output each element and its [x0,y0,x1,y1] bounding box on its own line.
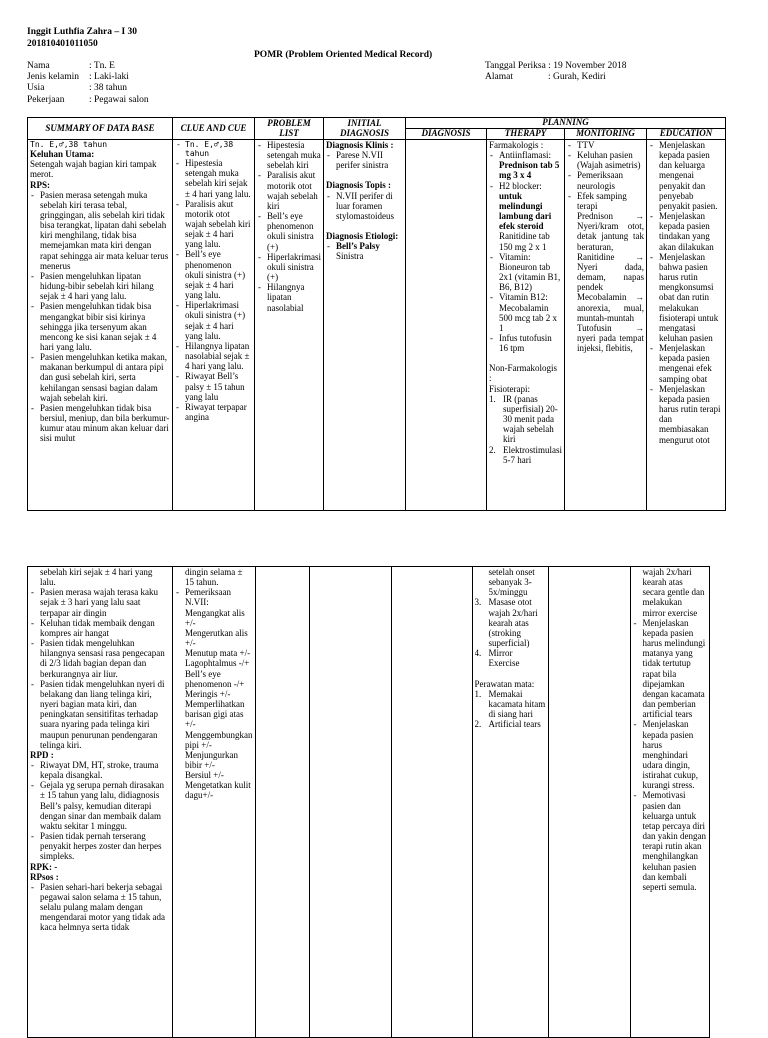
list-item: - Menjelaskan kepada pasien harus melindungi matanya yang tidak tertutup rapat bila dipejamkan dengan kacamata dan pemberian artificial tears [633,618,707,720]
student-id: 201810401011050 [27,39,98,49]
monitoring-cell-cont [548,567,630,1038]
list-item: - Pasien tidak mengeluhkan hilangnya sensasi rasa pengecapan di 2/3 lidah bagian depan dan berkurangnya air liur. [30,638,170,679]
list-item: - Riwayat terpapar angina [175,402,252,422]
therapy-cell [486,140,564,511]
drug-prednison: Prednison [576,211,613,222]
farmakologis-label: Farmakologis : [488,140,544,150]
list-item: - Efek samping terapi Prednison → Nyeri/kram otot, detak jantung tak beraturan, Ranitidine → Nyeri dada, demam, napas pendek Mecobalamin → anorexia, mual, muntah-muntah Tutofusin → nyeri pada tempat injeksi, flebitis, [567,191,644,354]
list-item: - Bell’s eye phenomenon okuli sinistra (+) [257,211,321,252]
drug-mecobalamin: Mecobalamin [576,292,627,303]
col-clue-header: CLUE AND CUE [173,118,255,140]
prednison-drug: Prednison tab 5 mg 3 x 4 [498,160,560,181]
list-item [326,241,403,261]
n7-exam-line: Lagophtalmus -/+ [185,658,250,669]
clue-continued: dingin selama ± 15 tahun. [185,567,243,588]
list-item: - Hiperlakrimasi okuli sinistra (+) sejak ± 4 hari yang lalu. [175,300,252,341]
list-item: - Hilangnya lipatan nasolabial [257,282,321,312]
rpd-label: RPD : [30,749,54,760]
ranitidine-drug: Ranitidine tab 150 mg 2 x 1 [498,231,550,252]
diagnosis-topis-label: Diagnosis Topis : [325,180,392,191]
patient-value-name: : Tn. E [89,61,115,71]
list-item [175,587,253,800]
list-item: - Menjelaskan bahwa pasien harus rutin mengkonsumsi obat dan rutin melakukan fisioterapi untuk mengatasi keluhan pasien [649,252,723,343]
col-planning-header: PLANNING [405,118,725,129]
fisioterapi-label: Fisioterapi: [488,383,530,394]
rpk-label: RPK: - [30,861,58,872]
list-item: - Pasien merasa setengah muka sebelah kiri terasa tebal, gringgingan, alis sebelah kiri tidak bisa terangkat, lipatan dahi sebelah kiri menghilang, tidak bisa memejamkan mata kiri dengan rapat sehingga air mata keluar terus menerus [30,190,170,271]
pemeriksaan-label: Pemeriksaan N.VII: [185,587,231,608]
n7-exam-line: Mengangkat alis +/- [185,607,245,628]
etiologi-rest: Sinistra [335,251,364,262]
list-item: 2. Elektrostimulasi 5-7 hari [488,444,562,465]
problem-cell-cont [255,567,309,1038]
list-item: 3. Masase otot wajah 2x/hari kearah atas (stroking superficial) [474,597,538,649]
planning-diagnosis-cell-cont [391,567,472,1038]
initial-diagnosis-cell-cont [309,567,391,1038]
patient-label-age: Usia [27,83,45,93]
n7-exam-line: Bersiul +/- [185,770,224,781]
list-item: - Hipestesia setengah muka sebelah kiri [257,140,321,170]
education-cell [646,140,725,511]
page-title: POMR (Problem Oriented Medical Record) [254,50,433,60]
keluhan-label: Keluhan Utama: [30,149,95,160]
patient-value-age: : 38 tahun [89,83,127,93]
list-item: - Pasien mengeluhkan tidak bisa bersiul, meniup, dan bila berkumur-kumur atau minum akan keluar dari sisi mulut [30,403,170,444]
col-monitoring-header: MONITORING [564,129,646,140]
list-item: - Infus tutofusin 16 tpm [489,333,562,353]
list-item: - Keluhan pasien (Wajah asimetris) [567,150,644,170]
n7-exam-line: Menjungurkan bibir +/- [185,749,238,770]
non-farmakologis-colon: : [488,373,492,384]
rps-list [30,190,170,444]
list-item: - Pemeriksaan neurologis [567,170,644,190]
clue-cell-cont [173,567,256,1038]
clue-cell [173,140,255,511]
list-item: - TTV [567,140,644,150]
address-value: : Gurah, Kediri [548,72,606,82]
initial-diagnosis-cell [323,140,405,511]
list-item: - Memotivasi pasien dan keluarga untuk tetap percaya diri dan yakin dengan terapi rutin akan menghilangkan keluhan pasien dan kembali seperti semula. [633,790,707,892]
list-item: - Pasien tidak mengeluhkan nyeri di belakang dan liang telinga kiri, nyeri bagian mata kiri, dan peningkatan sensitifitas terhadap suara nyaring pada telinga kiri maupun penurunan pendengaran telinga kiri. [30,679,170,750]
pomr-table-page-2 [27,566,710,1038]
keluhan-text: Setengah wajah bagian kiri tampak merot. [30,159,157,180]
antiinflamasi-label: Antiinflamasi: [498,150,551,161]
diagnosis-etiologi-label: Diagnosis Etiologi: [325,231,399,242]
list-item: - Bell’s eye phenomenon okuli sinistra (+) sejak ± 4 hari yang lalu. [175,249,252,300]
n7-exam-line: Menutup mata +/- [185,648,251,659]
col-problem-header: PROBLEM LIST [255,118,324,140]
list-item: - Parese N.VII perifer sinistra [326,150,403,170]
list-item: - Keluhan tidak membaik dengan kompres air hangat [30,618,170,638]
list-item: - Menjelaskan kepada pasien harus rutin terapi dan membiasakan mengurut otot [649,384,723,445]
arrow-icon: → [634,211,644,222]
rpsos-label: RPsos : [30,871,59,882]
h2-label: H2 blocker: [498,180,542,191]
patient-value-sex: : Laki-laki [89,72,129,82]
n7-exam-line: Menggembungkan pipi +/- [185,729,253,750]
list-item: - Menjelaskan kepada pasien harus menghindari udara dingin, istirahat cukup, kurangi stress. [633,719,707,790]
perawatan-mata-label: Perawatan mata: [474,678,535,689]
list-item: - Pasien mengeluhkan tidak bisa mengangkat bibir sisi kirinya sehingga jika tersenyum akan mencong ke sisi kanan sejak ± 4 hari yang lalu. [30,301,170,352]
list-item: - Pasien merasa wajah terasa kaku sejak ± 3 hari yang lalu saat terpapar air dingin [30,587,170,617]
vitamin-label: Vitamin: [498,251,531,262]
therapy-cell-cont [472,567,548,1038]
col-diagnosis-header: DIAGNOSIS [405,129,486,140]
summary-cell [28,140,173,511]
list-item: 1. IR (panas superfisial) 20-30 menit pada wajah sebelah kiri [488,393,558,445]
list-item: - Riwayat Bell’s palsy ± 15 tahun yang lalu [175,371,252,401]
list-item [489,181,562,252]
list-item: - Hipestesia setengah muka sebelah kiri sejak ± 4 hari yang lalu. [175,158,252,199]
n7-exam-line: Bell’s eye phenomenon -/+ [185,668,245,689]
list-item: - Paralisis akut motorik otot wajah sebelah kiri sejak ± 4 hari yang lalu. [175,199,252,250]
education-continued: wajah 2x/hari kearah atas secara gentle dan melakukan mirror exercise [642,567,705,618]
list-item: - Vitamin B12: Mecobalamin 500 mcg tab 2 x 1 [489,292,562,333]
list-item: - Menjelaskan kepada pasien dan keluarga mengenai penyakit dan penyebab penyakit pasien. [649,140,723,211]
patient-label-name: Nama [27,61,50,71]
pomr-table-page-1 [27,117,726,511]
list-item [489,150,562,180]
list-item: 4. Mirror Exercise [474,648,520,669]
exam-date: Tanggal Periksa : 19 November 2018 [485,61,627,71]
therapy-continued: setelah onset sebanyak 3-5x/minggu [488,567,535,598]
monitoring-cell [564,140,646,511]
list-item: - Hilangnya lipatan nasolabial sejak ± 4 hari yang lalu. [175,341,252,371]
etiologi-bold: Bell’s Palsy [335,241,380,252]
list-item: - Gejala yg serupa pernah dirasakan ± 15 tahun yang lalu, didiagnosis Bell’s palsy, kemudian diterapi dengan sinar dan membaik dalam waktu sekitar 1 minggu. [30,780,170,831]
col-therapy-header: THERAPY [486,129,564,140]
n7-exam-line: Mengerutkan alis +/- [185,627,248,649]
summary-continued: sebelah kiri sejak ± 4 hari yang lalu. [40,567,153,588]
arrow-icon: → [634,322,644,333]
col-summary-header: SUMMARY OF DATA BASE [28,118,173,140]
col-initial-header: INITIAL DIAGNOSIS [323,118,405,140]
n7-exam-line: Memperlihatkan barisan gigi atas +/- [185,699,245,730]
n7-exam-line: Meringis +/- [185,688,231,699]
education-cell-cont [630,567,709,1038]
arrow-icon: → [634,251,644,262]
col-education-header: EDUCATION [646,129,725,140]
list-item: - Riwayat DM, HT, stroke, trauma kepala disangkal. [30,760,170,780]
list-item: - Pasien mengeluhkan lipatan hidung-bibir sebelah kiri hilang sejak ± 4 hari yang lalu. [30,271,170,301]
list-item: - Hiperlakrimasi okuli sinistra (+) [257,252,321,282]
list-item: - Paralisis akut motorik otot wajah sebelah kiri [257,170,321,211]
list-item: - Menjelaskan kepada pasien tindakan yang akan dilakukan [649,211,723,252]
list-item: 2. Artificial tears [474,719,541,730]
summary-cell-cont [28,567,173,1038]
planning-diagnosis-cell [405,140,486,511]
list-item [489,252,562,293]
drug-tutofusin: Tutofusin [576,322,612,333]
diagnosis-klinis-label: Diagnosis Klinis : [325,140,394,150]
rps-label: RPS: [30,179,50,190]
patient-line: Tn. E,♂,38 tahun [30,140,108,149]
patient-label-sex: Jenis kelamin [27,72,79,82]
patient-value-job: : Pegawai salon [89,95,149,105]
list-item: - Menjelaskan kepada pasien mengenai efek samping obat [649,343,723,384]
list-item: - Tn. E,♂,38 tahun [175,140,252,158]
address-label: Alamat [485,72,513,82]
n7-exam-line: Mengetatkan kulit dagu+/- [185,780,251,801]
arrow-icon: → [634,292,644,303]
problem-cell [255,140,324,511]
author-name: Inggit Luthfia Zahra – I 30 [27,27,138,37]
h2-purpose: untuk melindungi lambung dari efek steroid [498,190,552,232]
non-farmakologis-label: Non-Farmakologis [488,363,557,374]
patient-label-job: Pekerjaan [27,95,65,105]
drug-ranitidine: Ranitidine [576,251,615,262]
list-item: - N.VII perifer di luar foramen stylomastoideus [326,191,403,221]
list-item: - Pasien sehari-hari bekerja sebagai pegawai salon selama ± 15 tahun, selalu pulang malam dengan mengendarai motor yang tidak ada kaca helmnya serta tidak [30,882,170,933]
list-item: 1. Memakai kacamata hitam di siang hari [474,688,546,720]
list-item: - Pasien tidak pernah terserang penyakit herpes zoster dan herpes simpleks. [30,831,170,861]
list-item: - Pasien mengeluhkan ketika makan, makanan berkumpul di antara pipi dan gusi sebelah kiri, serta kehilangan sensasi bagian dalam wajah sebelah kiri. [30,352,170,403]
bioneuron-drug: Bioneuron tab 2x1 (vitamin B1, B6, B12) [498,261,561,293]
